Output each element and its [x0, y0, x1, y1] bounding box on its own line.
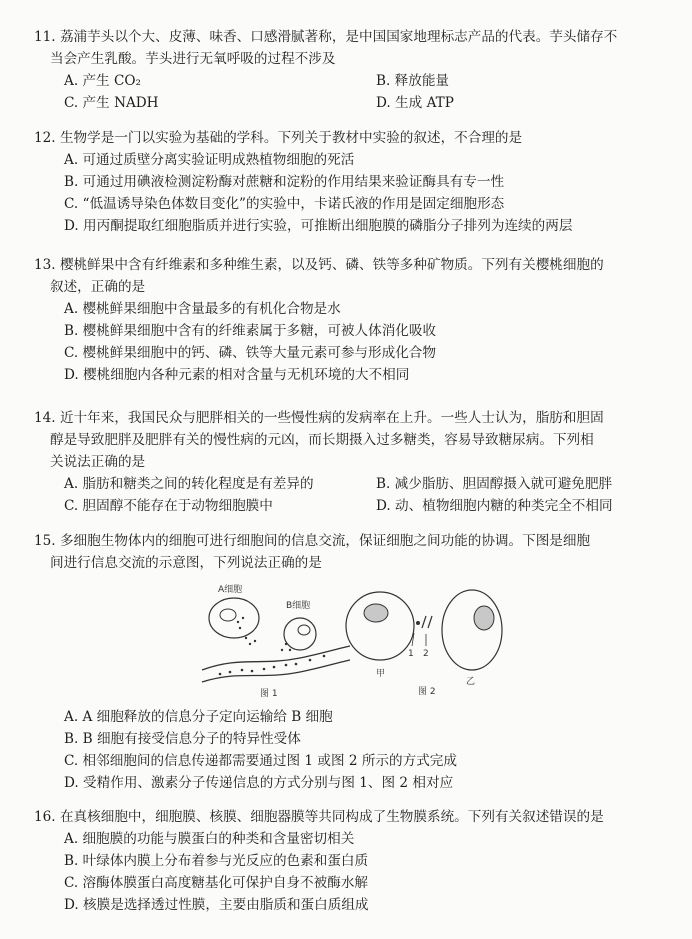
question-11-options-row-1	[34, 70, 674, 92]
question-15-stem-line-2: 间进行信息交流的示意图，下列说法正确的是	[50, 555, 322, 571]
question-12	[34, 127, 674, 237]
figure-2-caption: 图 2	[418, 687, 436, 697]
question-15-option-a: A. A 细胞释放的信息分子定向运输给 B 细胞	[64, 709, 333, 725]
question-14-stem-line-2: 醇是导致肥胖及肥胖有关的慢性病的元凶，而长期摄入过多糖类，容易导致糖尿病。下列相	[50, 432, 594, 448]
cell-b-nucleus	[298, 625, 310, 635]
figure-1-caption: 图 1	[260, 689, 278, 699]
question-15-option-d: D. 受精作用、激素分子传递信息的方式分别与图 1、图 2 相对应	[64, 775, 454, 791]
question-11-options-row-2	[34, 92, 674, 114]
cell-jia-label: 甲	[376, 669, 386, 679]
question-13-option-d: D. 樱桃细胞内各种元素的相对含量与无机环境的大不相同	[64, 367, 410, 383]
question-13-option-b: B. 樱桃鲜果细胞中含有的纤维素属于多糖，可被人体消化吸收	[64, 323, 437, 339]
cell-jia-nucleus	[364, 604, 388, 622]
question-14-option-c: C. 胆固醇不能存在于动物细胞膜中	[64, 498, 273, 514]
cell-jia-outline	[346, 592, 414, 660]
question-13	[34, 254, 674, 386]
question-13-option-a: A. 樱桃鲜果细胞中含量最多的有机化合物是水	[64, 301, 341, 317]
question-16-option-a: A. 细胞膜的功能与膜蛋白的种类和含量密切相关	[64, 831, 355, 847]
cell-b-label: B细胞	[286, 601, 311, 611]
question-11-stem-line-1: 11. 荔浦芋头以个大、皮薄、味香、口感滑腻著称，是中国国家地理标志产品的代表。芋头储存不	[34, 29, 618, 45]
question-11-option-b: B. 释放能量	[376, 73, 450, 89]
cell-yi-nucleus	[474, 606, 494, 630]
question-16-option-c: C. 溶酶体膜蛋白高度糖基化可保护自身不被酶水解	[64, 875, 369, 891]
question-15-option-c: C. 相邻细胞间的信息传递都需要通过图 1 或图 2 所示的方式完成	[64, 753, 457, 769]
question-11	[34, 26, 674, 114]
question-15-stem	[34, 530, 674, 574]
cell-communication-diagram	[200, 578, 520, 700]
question-14-option-d: D. 动、植物细胞内糖的种类完全不相同	[376, 498, 613, 514]
blood-vessel-upper-wall	[202, 646, 350, 670]
question-14-options-row-1	[34, 473, 674, 495]
question-11-option-d: D. 生成 ATP	[376, 95, 454, 111]
question-13-option-c: C. 樱桃鲜果细胞中的钙、磷、铁等大量元素可参与形成化合物	[64, 345, 436, 361]
question-16	[34, 806, 674, 916]
question-16-option-d: D. 核膜是选择透过性膜，主要由脂质和蛋白质组成	[64, 897, 369, 913]
question-14-options-row-2	[34, 495, 674, 517]
question-15-option-b: B. B 细胞有接受信息分子的特异性受体	[64, 731, 301, 747]
cell-a-nucleus	[220, 609, 236, 621]
question-14	[34, 407, 674, 517]
label-2: 2	[423, 649, 429, 659]
question-14-option-a: A. 脂肪和糖类之间的转化程度是有差异的	[64, 476, 314, 492]
question-12-option-c: C. “低温诱导染色体数目变化”的实验中，卡诺氏液的作用是固定细胞形态	[64, 196, 505, 212]
cell-communication-figure	[200, 578, 520, 700]
question-14-stem-line-3: 关说法正确的是	[50, 454, 146, 470]
question-12-option-b: B. 可通过用碘液检测淀粉酶对蔗糖和淀粉的作用结果来验证酶具有专一性	[64, 174, 505, 190]
cell-a-outline	[209, 598, 259, 638]
question-14-stem-line-1: 14. 近十年来，我国民众与肥胖相关的一些慢性病的发病率在上升。一些人士认为，脂肪和胆固	[34, 410, 604, 426]
question-14-option-b: B. 减少脂肪、胆固醇摄入就可避免肥胖	[376, 476, 613, 492]
question-13-stem-line-1: 13. 樱桃鲜果中含有纤维素和多种维生素，以及钙、磷、铁等多种矿物质。下列有关樱桃细胞的	[34, 257, 604, 273]
question-12-stem: 12. 生物学是一门以实验为基础的学科。下列关于教材中实验的叙述，不合理的是	[34, 130, 523, 146]
question-16-option-b: B. 叶绿体内膜上分布着参与光反应的色素和蛋白质	[64, 853, 369, 869]
question-11-option-a: A. 产生 CO₂	[64, 73, 141, 89]
question-13-stem-line-2: 叙述，正确的是	[50, 279, 146, 295]
question-16-stem: 16. 在真核细胞中，细胞膜、核膜、细胞器膜等共同构成了生物膜系统。下列有关叙述错误的是	[34, 809, 604, 825]
question-15-options	[34, 706, 674, 794]
cell-a-label: A细胞	[218, 585, 243, 595]
question-12-option-a: A. 可通过质壁分离实验证明成熟植物细胞的死活	[64, 152, 355, 168]
question-11-stem-line-2: 当会产生乳酸。芋头进行无氧呼吸的过程不涉及	[50, 51, 336, 67]
question-12-option-d: D. 用丙酮提取红细胞脂质并进行实验，可推断出细胞膜的磷脂分子排列为连续的两层	[64, 218, 573, 234]
question-11-option-c: C. 产生 NADH	[64, 95, 159, 111]
cell-yi-label: 乙	[466, 677, 476, 687]
question-15-stem-line-1: 15. 多细胞生物体内的细胞可进行细胞间的信息交流，保证细胞之间功能的协调。下图是细胞	[34, 533, 591, 549]
cell-yi-outline	[442, 590, 502, 670]
label-1: 1	[408, 649, 414, 659]
